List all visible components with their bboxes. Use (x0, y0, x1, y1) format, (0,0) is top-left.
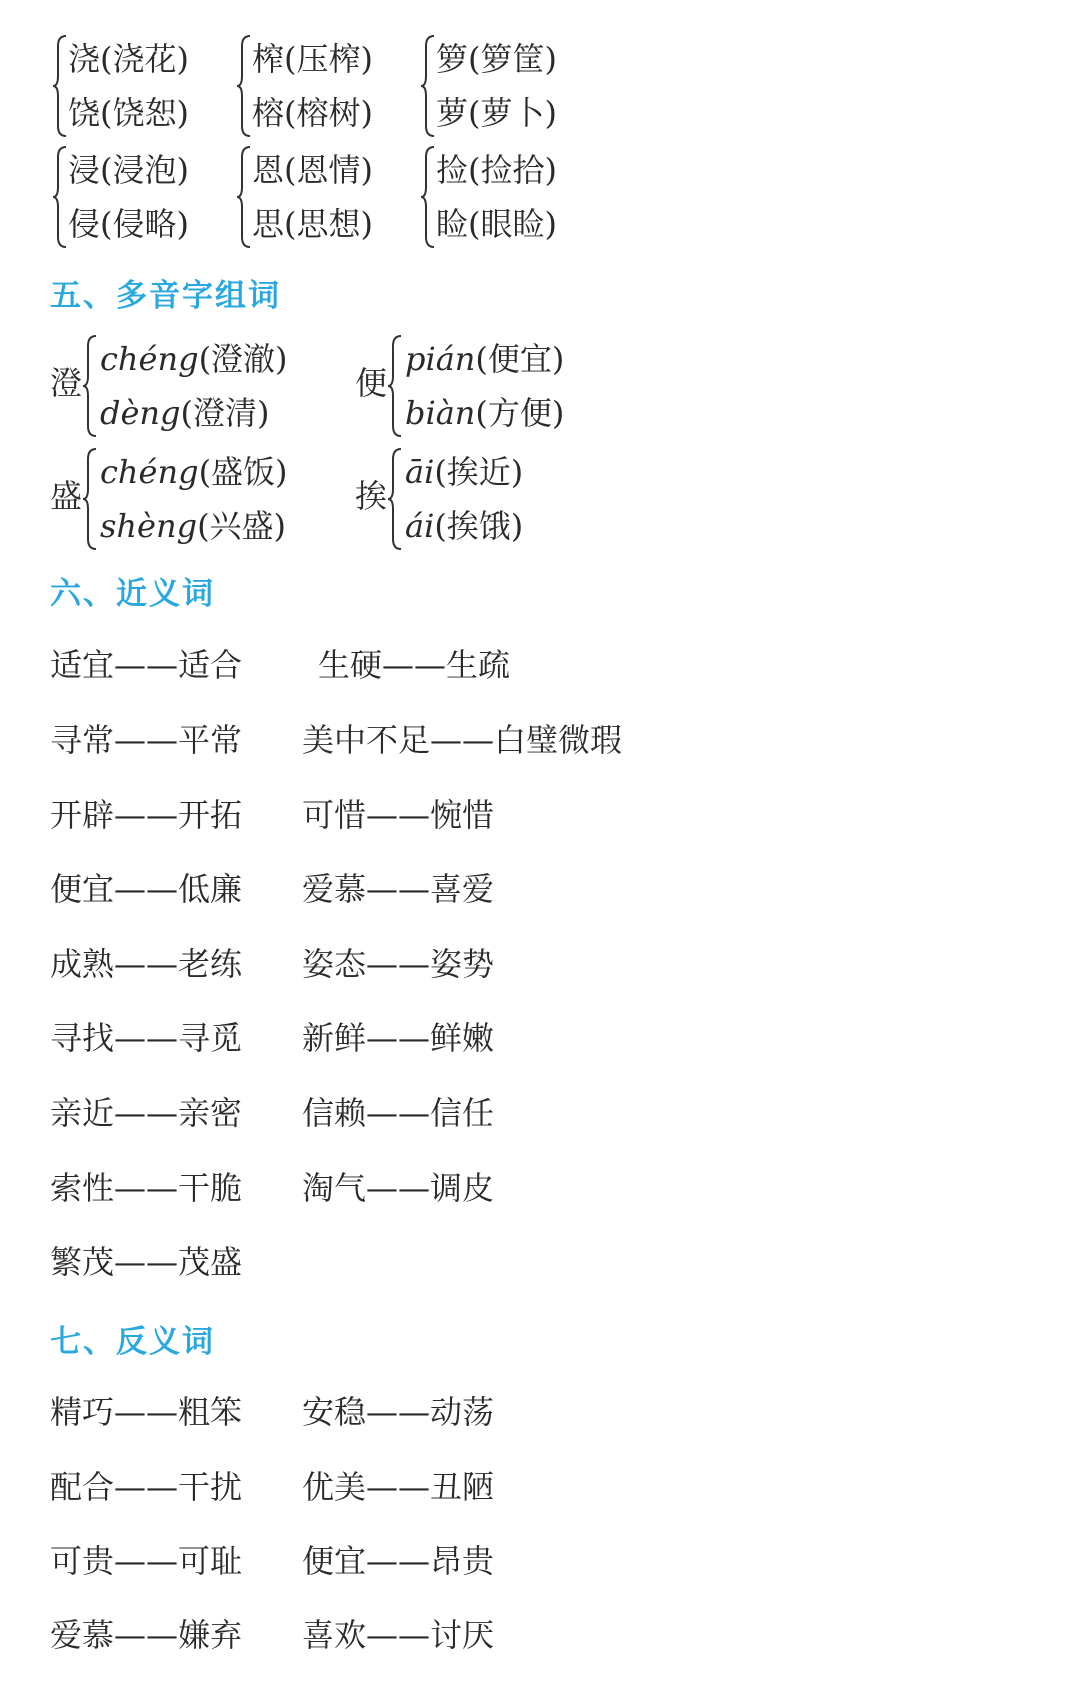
char-word: 饶(饶恕) (68, 94, 189, 132)
polyphone-group (50, 445, 350, 553)
brace-icon (387, 332, 403, 440)
poly-word: (方便) (475, 394, 565, 432)
antonym-pair: 爱慕——嫌弃 (50, 1616, 243, 1654)
char-word: 榨(压榨) (252, 40, 373, 78)
brace-icon (236, 32, 252, 140)
section-heading: 七、反义词 (50, 1324, 215, 1360)
char-word: 思(思想) (252, 205, 373, 243)
antonym-pair: 便宜——昂贵 (302, 1542, 495, 1580)
char-word: 恩(恩情) (252, 151, 373, 189)
polyphone-char: 挨 (355, 477, 388, 515)
synonym-pair: 可惜——惋惜 (302, 796, 495, 834)
char-word: 榕(榕树) (252, 94, 373, 132)
poly-word: (兴盛) (197, 507, 287, 545)
poly-word: (澄清) (180, 394, 270, 432)
pinyin: chéng (100, 453, 199, 491)
antonym-pair: 喜欢——讨厌 (302, 1616, 495, 1654)
char-word: 捡(捡拾) (436, 151, 557, 189)
brace-icon (420, 32, 436, 140)
synonym-pair: 成熟——老练 (50, 945, 243, 983)
pinyin: chéng (100, 340, 199, 378)
polyphone-group (355, 332, 655, 440)
synonym-pair: 便宜——低廉 (50, 870, 243, 908)
synonym-pair: 索性——干脆 (50, 1169, 243, 1207)
synonym-pair: 亲近——亲密 (50, 1094, 243, 1132)
poly-word: (挨饿) (434, 507, 524, 545)
polyphone-char: 澄 (50, 364, 83, 402)
polyphone-group (50, 332, 350, 440)
antonym-pair: 优美——丑陋 (302, 1468, 495, 1506)
synonym-pair: 信赖——信任 (302, 1094, 495, 1132)
polyphone-group (355, 445, 655, 553)
brace-icon (52, 32, 68, 140)
antonym-pair: 可贵——可耻 (50, 1542, 243, 1580)
brace-icon (387, 445, 403, 553)
polyphone-char: 便 (355, 364, 388, 402)
synonym-pair: 寻常——平常 (50, 721, 243, 759)
antonym-pair: 配合——干扰 (50, 1468, 243, 1506)
synonym-pair: 淘气——调皮 (302, 1169, 495, 1207)
synonym-pair: 新鲜——鲜嫩 (302, 1019, 495, 1057)
char-word: 浸(浸泡) (68, 151, 189, 189)
brace-icon (236, 143, 252, 251)
poly-word: (澄澈) (198, 340, 288, 378)
pinyin: ái (405, 507, 435, 545)
char-word: 睑(眼睑) (436, 205, 557, 243)
pinyin: āi (405, 453, 435, 491)
char-word: 萝(萝卜) (436, 94, 557, 132)
brace-icon (420, 143, 436, 251)
section-heading: 五、多音字组词 (50, 278, 281, 314)
pinyin: pián (405, 340, 476, 378)
poly-word: (盛饭) (198, 453, 288, 491)
synonym-pair: 美中不足——白璧微瑕 (302, 721, 623, 759)
char-word: 箩(箩筐) (436, 40, 557, 78)
synonym-pair: 生硬——生疏 (318, 646, 511, 684)
antonym-pair: 安稳——动荡 (302, 1393, 495, 1431)
synonym-pair: 寻找——寻觅 (50, 1019, 243, 1057)
brace-icon (52, 143, 68, 251)
antonym-pair: 精巧——粗笨 (50, 1393, 243, 1431)
pinyin: dèng (100, 394, 181, 432)
synonym-pair: 繁茂——茂盛 (50, 1243, 243, 1281)
brace-icon (82, 445, 98, 553)
section-heading: 六、近义词 (50, 576, 215, 612)
synonym-pair: 适宜——适合 (50, 646, 243, 684)
pinyin: biàn (405, 394, 476, 432)
brace-icon (82, 332, 98, 440)
synonym-pair: 姿态——姿势 (302, 945, 495, 983)
char-word: 浇(浇花) (68, 40, 189, 78)
synonym-pair: 开辟——开拓 (50, 796, 243, 834)
synonym-pair: 爱慕——喜爱 (302, 870, 495, 908)
polyphone-char: 盛 (50, 477, 83, 515)
poly-word: (挨近) (434, 453, 524, 491)
poly-word: (便宜) (475, 340, 565, 378)
pinyin: shèng (100, 507, 198, 545)
char-word: 侵(侵略) (68, 205, 189, 243)
